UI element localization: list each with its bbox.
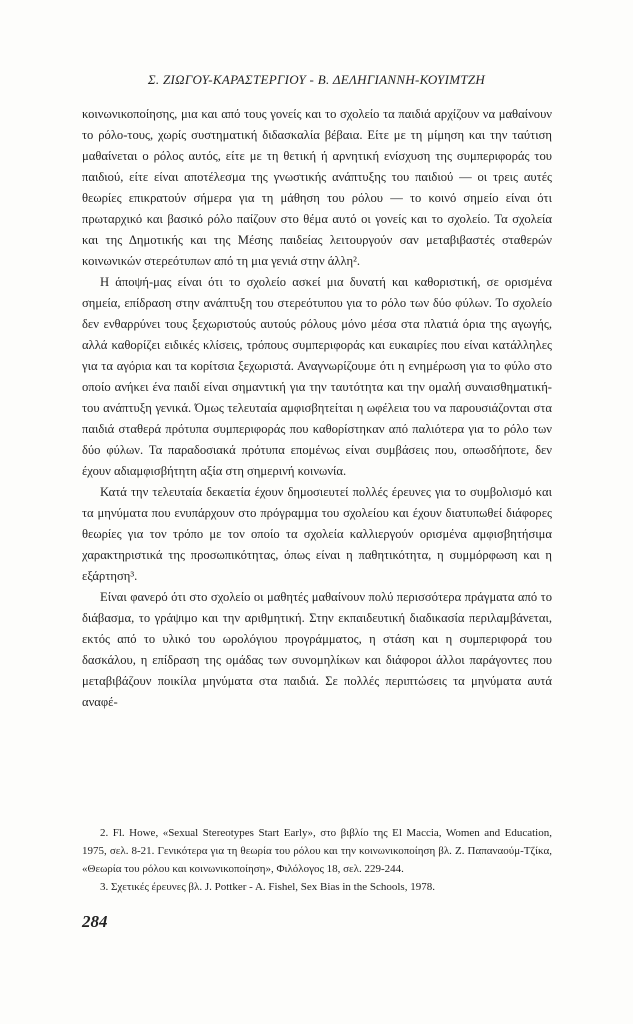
paragraph-2: Η άποψή-μας είναι ότι το σχολείο ασκεί μια δυνατή και καθοριστική, σε ορισμένα σημεία, επίδραση στην ανάπτυξη του στερεότυπου για το ρόλο των δύο φύλων. Το σχολείο δεν ενθαρρύνει τους ξεχωριστούς αυτούς ρόλους μόνο μέσα στα πλατιά όρια της αγωγής, αλλά καθορίζει ειδικές κλίσεις, τρόπους συμπεριφοράς και ευκαιρίες που είναι κατάλληλες για τα αγόρια και τα κορίτσια ξεχωριστά. Αναγνωρίζουμε ότι η ενημέρωση για το φύλο στο οποίο ανήκει ένα παιδί είναι σημαντική για την ταυτότητα και την ομαλή συναισθηματική-του ανάπτυξη γενικά. Όμως τελευταία αμφισβητείται η ωφέλεια του να παρουσιάζονται στα παιδιά σταθερά πρότυπα συμπεριφοράς που καθορίστηκαν από παλιότερα για το ρόλο των δύο φύλων. Τα παραδοσιακά πρότυπα επομένως είναι συμβάσεις που, οπωσδήποτε, δεν έχουν αδιαμφισβήτητη αξία στη σημερινή κοινωνία. bbox=[82, 275, 552, 478]
paragraph-1: κοινωνικοποίησης, μια και από τους γονείς και το σχολείο τα παιδιά αρχίζουν να μαθαίνουν το ρόλο-τους, χωρίς συστηματική διδασκαλία βέβαια. Είτε με τη μίμηση και την ταύτιση μαθαίνεται ο ρόλος αυτός, είτε με τη θετική ή αρνητική ενίσχυση της συμπεριφοράς του παιδιού, είτε είναι αποτέλεσμα της γνωστικής ανάπτυξης του παιδιού — οι τρεις αυτές θεωρίες επικρατούν σήμερα για τη μάθηση του ρόλου — το κοινό σημείο είναι ότι πρωταρχικό και βασικό ρόλο παίζουν στο θέμα αυτό οι γονείς και το σχολείο. Τα σχολεία και της Δημοτικής και της Μέσης παιδείας λειτουργούν σαν μεταβιβαστές σταθερών κοινωνικών στερεότυπων από τη μια γενιά στην άλλη². bbox=[82, 107, 552, 268]
footnotes bbox=[82, 824, 552, 896]
page-number: 284 bbox=[82, 912, 108, 931]
body-text bbox=[82, 104, 552, 713]
paragraph-3: Κατά την τελευταία δεκαετία έχουν δημοσιευτεί πολλές έρευνες για το συμβολισμό και τα μηνύματα που ενυπάρχουν στο πρόγραμμα του σχολείου και έχουν διατυπωθεί διάφορες θεωρίες για τον τρόπο με τον οποίο τα σχολεία καλλιεργούν ορισμένα αμφισβητήσιμα χαρακτηριστικά της προσωπικότητας, όπως είναι η παθητικότητα, η συμμόρφωση και η εξάρτηση³. bbox=[82, 485, 552, 583]
footnote-2: 2. Fl. Howe, «Sexual Stereotypes Start Early», στο βιβλίο της El Maccia, Women and Education, 1975, σελ. 8-21. Γενικότερα για τη θεωρία του ρόλου και την κοινωνικοποίηση βλ. Ζ. Παπαναούμ-Τζίκα, «Θεωρία του ρόλου και κοινωνικοποίηση», Φιλόλογος 18, σελ. 229-244. bbox=[82, 827, 552, 875]
running-head: Σ. ΖΙΩΓΟΥ-ΚΑΡΑΣΤΕΡΓΙΟΥ - Β. ΔΕΛΗΓΙΑΝΝΗ-ΚΟΥΙΜΤΖΗ bbox=[147, 72, 486, 87]
footnote-3: 3. Σχετικές έρευνες βλ. J. Pottker - A. Fishel, Sex Bias in the Schools, 1978. bbox=[100, 881, 435, 893]
paragraph-4: Είναι φανερό ότι στο σχολείο οι μαθητές μαθαίνουν πολύ περισσότερα πράγματα από το διάβασμα, το γράψιμο και την αριθμητική. Στην εκπαιδευτική διαδικασία περιλαμβάνεται, εκτός από το υλικό του ωρολόγιου προγράμματος, η στάση και η συμπεριφορά του δασκάλου, η επίδραση της ομάδας των συνομηλίκων και διάφοροι άλλοι παράγοντες που μεταβιβάζουν ποικίλα μηνύματα στα παιδιά. Σε πολλές περιπτώσεις τα μηνύματα αυτά αναφέ- bbox=[82, 590, 552, 709]
